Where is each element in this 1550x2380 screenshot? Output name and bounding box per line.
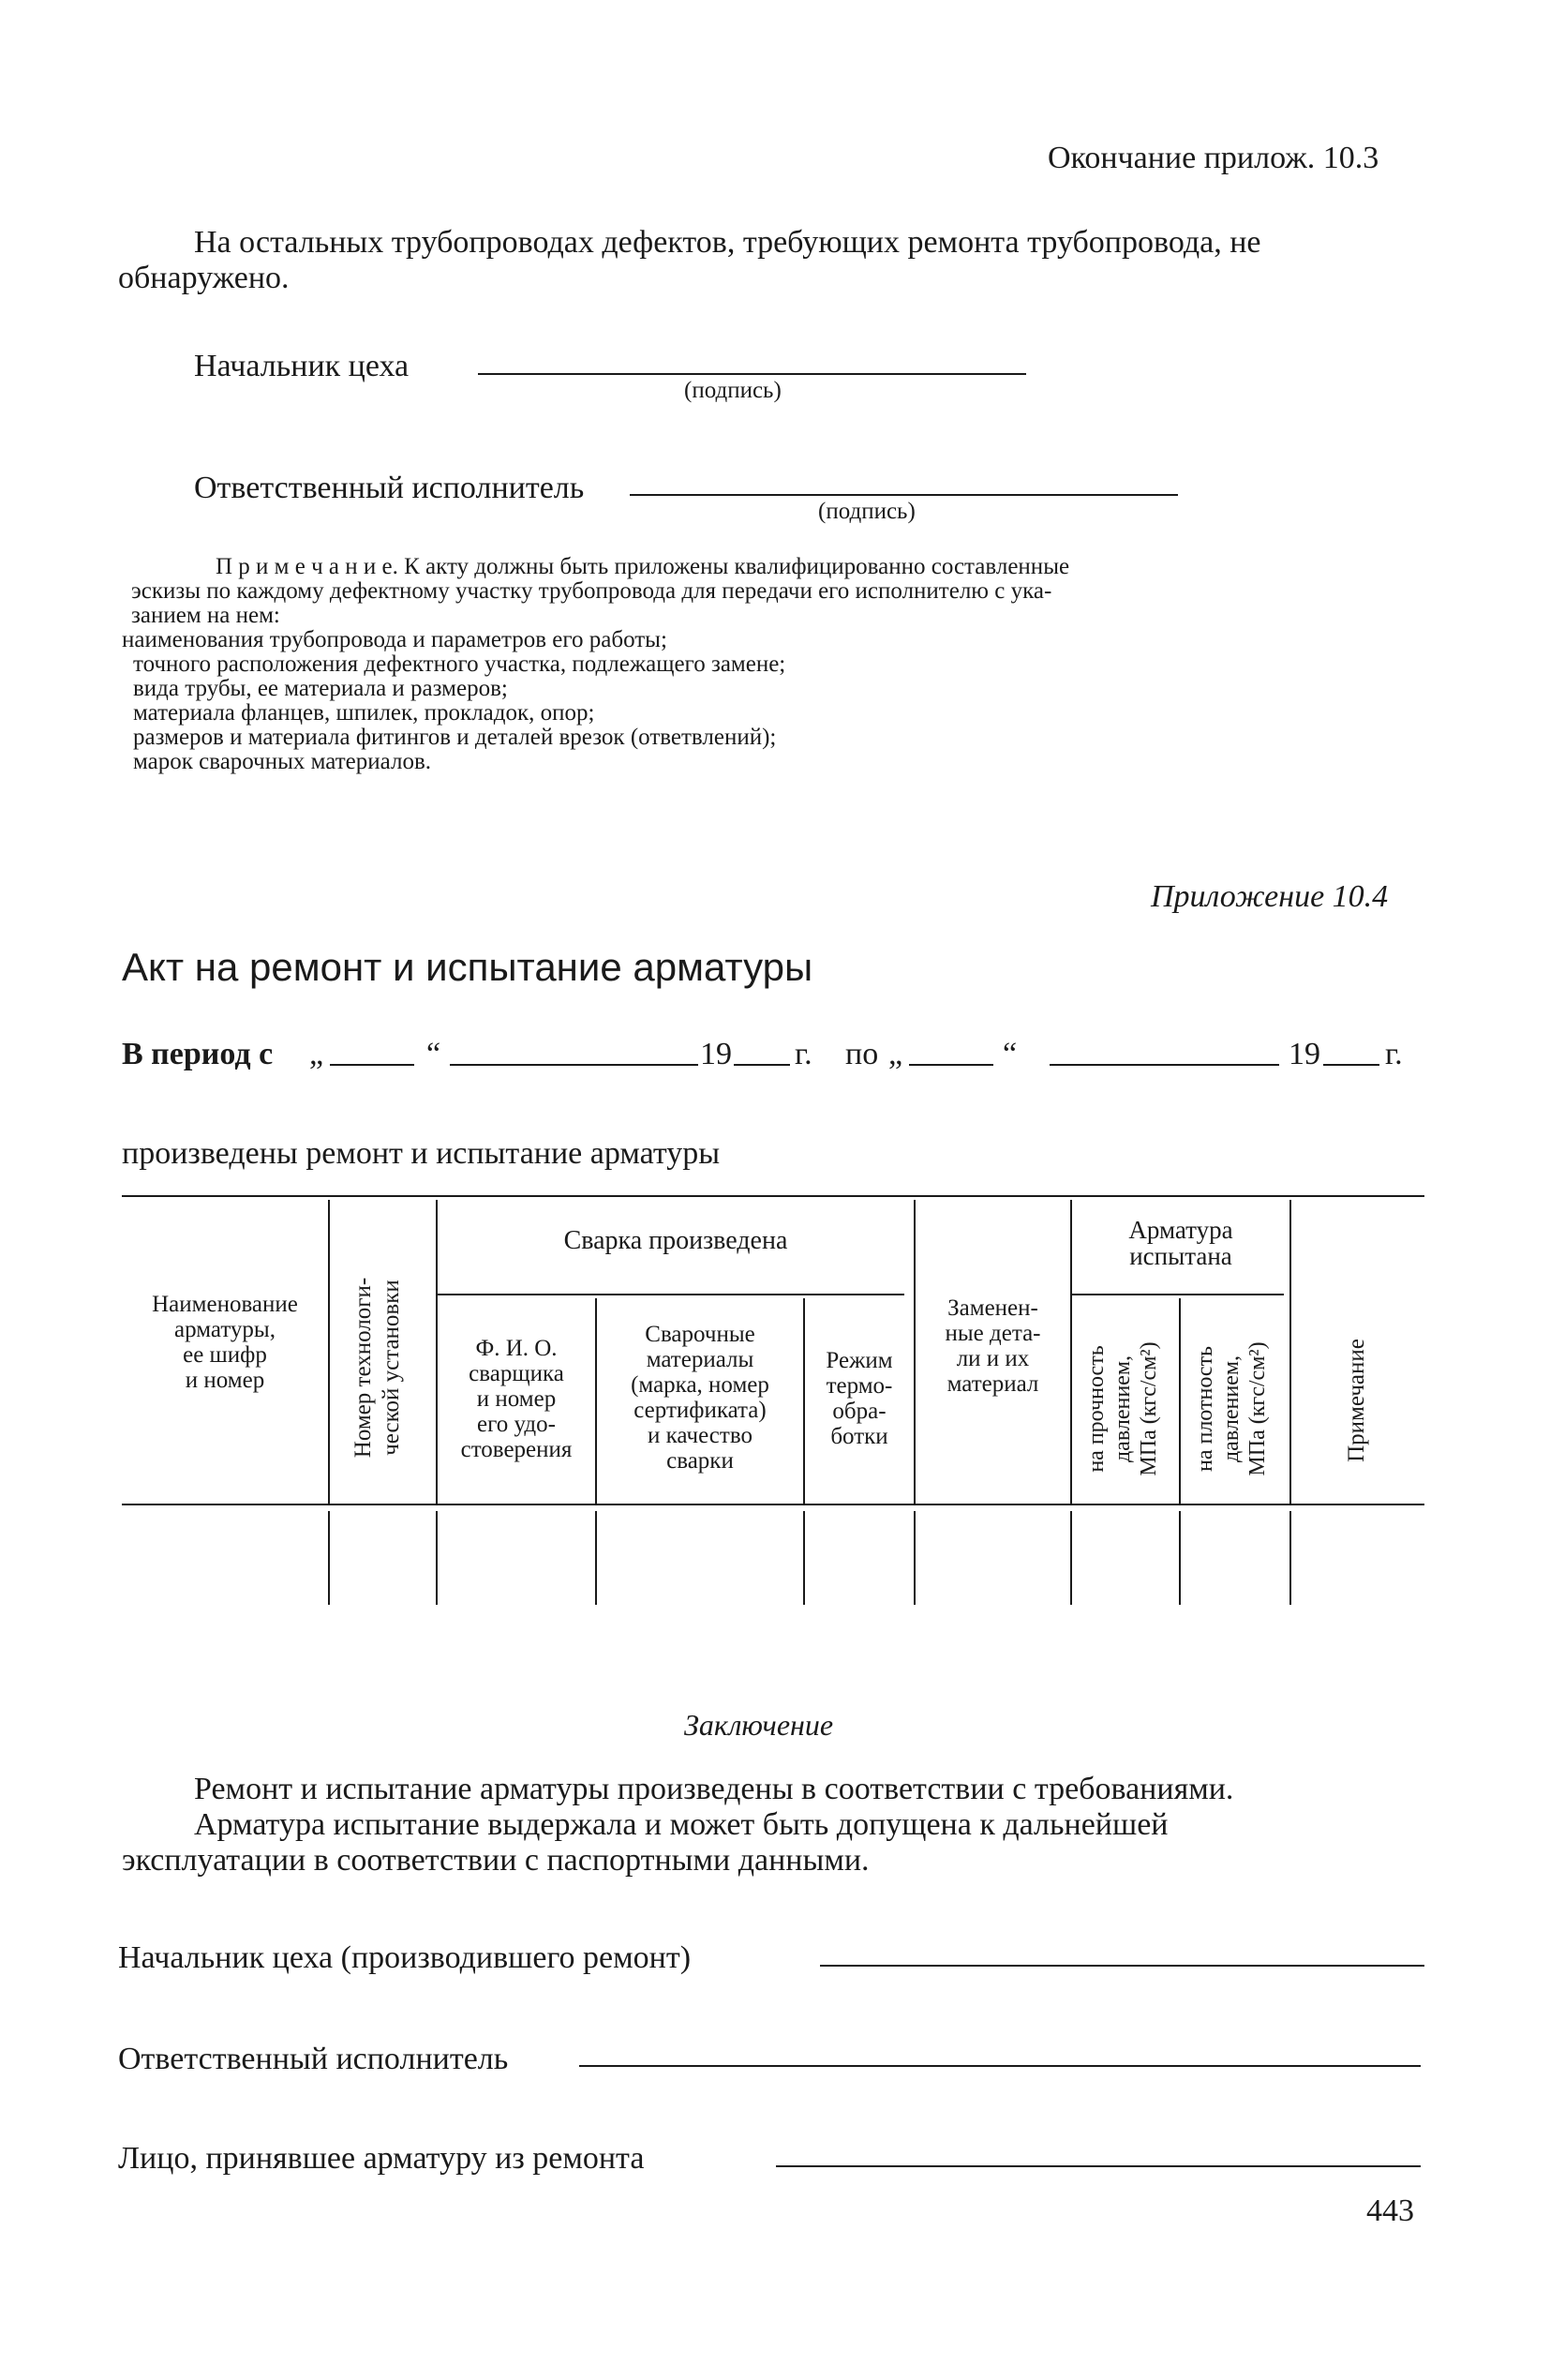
body-col-divider [328, 1511, 330, 1605]
col-header-replaced [916, 1295, 1070, 1397]
chief-signature-line [478, 373, 1026, 375]
col-header-welder [438, 1336, 595, 1462]
chief-signature-caption: (подпись) [684, 378, 782, 403]
chief-signature-label: Начальник цеха [194, 349, 410, 383]
col-header-strength [1083, 1307, 1168, 1511]
col-header-replaced-line: материал [946, 1371, 1039, 1397]
body-col-divider [436, 1511, 438, 1605]
col-header-name [122, 1292, 328, 1393]
period-month-2-line [1050, 1064, 1279, 1066]
col-header-materials-line: Сварочные [645, 1322, 755, 1347]
conclusion-line-1: Ремонт и испытание арматуры произведены в соответствии с требованиями. [194, 1772, 1234, 1806]
col-header-welder-line: стоверения [460, 1437, 573, 1462]
body-col-divider [595, 1511, 597, 1605]
period-year-1-line [734, 1064, 790, 1066]
note-line-3: занием на нем: [131, 603, 280, 628]
continuation-header: Окончание прилож. 10.3 [1048, 141, 1379, 175]
conclusion-line-2: Арматура испытание выдержала и может быть допущена к дальнейшей [194, 1807, 1169, 1842]
group-header-welding: Сварка произведена [563, 1226, 788, 1255]
col-header-name-line: Наименование [152, 1292, 298, 1317]
col-header-note: Примечание [1344, 1339, 1369, 1462]
conclusion-line-3: эксплуатации в соответствии с паспортными данными. [122, 1843, 870, 1878]
body-col-divider [1070, 1511, 1072, 1605]
conclusion-heading: Заключение [684, 1708, 834, 1742]
period-middle: по [845, 1037, 879, 1071]
col-header-density-line: давлением, [1219, 1355, 1244, 1463]
period-open-quote-1: „ [309, 1037, 324, 1071]
performed-text: произведены ремонт и испытание арматуры [122, 1136, 721, 1171]
col-header-welder-line: сварщика [469, 1361, 564, 1386]
period-day-2-line [909, 1064, 993, 1066]
act-title: Акт на ремонт и испытание арматуры [122, 945, 813, 989]
note-item: наименования трубопровода и параметров его работы; [122, 627, 667, 652]
col-header-mode [805, 1348, 914, 1449]
col-header-mode-line: Режим [826, 1348, 893, 1373]
bottom-receiver-label: Лицо, принявшее арматуру из ремонта [118, 2141, 645, 2176]
col-header-mode-line: обра- [832, 1399, 887, 1424]
note-item: материала фланцев, шпилек, прокладок, опор; [133, 700, 595, 726]
col-header-unit [350, 1218, 415, 1518]
note-item: марок сварочных материалов. [133, 749, 432, 774]
col-header-replaced-line: Заменен- [947, 1295, 1038, 1321]
bottom-chief-line [820, 1965, 1424, 1967]
executor-signature-label: Ответственный исполнитель [194, 471, 585, 505]
intro-line-1: На остальных трубопроводах дефектов, требующих ремонта трубопровода, не [194, 225, 1261, 260]
executor-signature-line [630, 494, 1178, 496]
bottom-chief-label: Начальник цеха (производившего ремонт) [118, 1940, 692, 1975]
welding-group-rule [438, 1294, 904, 1295]
note-item: размеров и материала фитингов и деталей врезок (ответвлений); [133, 725, 777, 750]
col-header-welder-line: его удо- [477, 1412, 556, 1437]
period-open-quote-2: „ [888, 1037, 903, 1071]
note-item: точного расположения дефектного участка, подлежащего замене; [133, 651, 786, 677]
col-header-unit-line: ческой установки [379, 1280, 404, 1456]
col-header-welder-line: и номер [476, 1386, 557, 1412]
col-header-density [1192, 1307, 1276, 1511]
col-header-density-line: на плотность [1193, 1346, 1217, 1473]
note-item: вида трубы, ее материала и размеров; [133, 676, 508, 701]
period-year-2-suffix: г. [1385, 1037, 1403, 1071]
bottom-executor-label: Ответственный исполнитель [118, 2042, 509, 2076]
body-col-divider [1179, 1511, 1181, 1605]
col-divider [1179, 1298, 1181, 1504]
col-header-name-line: ее шифр [183, 1342, 267, 1368]
col-header-materials-line: сертификата) [633, 1398, 767, 1423]
period-month-1-line [450, 1064, 698, 1066]
group-header-tested [1072, 1217, 1289, 1269]
period-year-1-suffix: г. [795, 1037, 812, 1071]
body-col-divider [803, 1511, 805, 1605]
col-header-mode-line: термо- [826, 1373, 893, 1399]
tested-group-rule [1072, 1294, 1284, 1295]
col-header-materials-line: материалы [646, 1347, 754, 1372]
group-header-tested-line: Арматура [1128, 1216, 1233, 1244]
col-header-replaced-line: ли и их [956, 1346, 1030, 1371]
period-year-2-prefix: 19 [1289, 1037, 1320, 1071]
group-header-tested-line: испытана [1129, 1242, 1232, 1270]
table-top-rule [122, 1195, 1424, 1197]
col-header-unit-line: Номер технологи- [350, 1277, 376, 1459]
col-divider [328, 1200, 330, 1504]
appendix-label: Приложение 10.4 [1151, 879, 1389, 914]
period-close-quote-2: “ [1003, 1037, 1018, 1071]
col-header-strength-line: на прочность [1084, 1345, 1109, 1473]
page-number: 443 [1366, 2193, 1414, 2228]
col-header-materials [597, 1322, 803, 1474]
period-day-1-line [330, 1064, 414, 1066]
col-header-replaced-line: ные дета- [945, 1321, 1041, 1346]
col-header-name-line: и номер [185, 1368, 265, 1393]
body-col-divider [914, 1511, 916, 1605]
body-col-divider [1289, 1511, 1291, 1605]
executor-signature-caption: (подпись) [818, 499, 916, 524]
col-header-density-line: МПа (кгс/см²) [1245, 1341, 1270, 1476]
note-line-1: П р и м е ч а н и е. К акту должны быть приложены квалифицированно составленные [216, 554, 1070, 579]
col-divider [1289, 1200, 1291, 1504]
col-header-materials-line: (марка, номер [631, 1372, 769, 1398]
bottom-executor-line [579, 2065, 1421, 2067]
col-header-mode-line: ботки [830, 1424, 888, 1449]
col-header-materials-line: сварки [666, 1448, 734, 1474]
col-header-strength-line: давлением, [1110, 1355, 1135, 1463]
col-header-name-line: арматуры, [174, 1317, 276, 1342]
note-line-2: эскизы по каждому дефектному участку трубопровода для передачи его исполнителю с ука- [131, 578, 1052, 604]
col-header-strength-line: МПа (кгс/см²) [1137, 1341, 1161, 1476]
intro-line-2: обнаружено. [118, 261, 290, 295]
period-prefix: В период с [122, 1037, 274, 1071]
bottom-receiver-line [776, 2165, 1421, 2167]
col-header-materials-line: и качество [648, 1423, 753, 1448]
period-close-quote-1: “ [426, 1037, 441, 1071]
period-year-2-line [1323, 1064, 1379, 1066]
col-header-welder-line: Ф. И. О. [475, 1336, 558, 1361]
period-year-1-prefix: 19 [700, 1037, 732, 1071]
